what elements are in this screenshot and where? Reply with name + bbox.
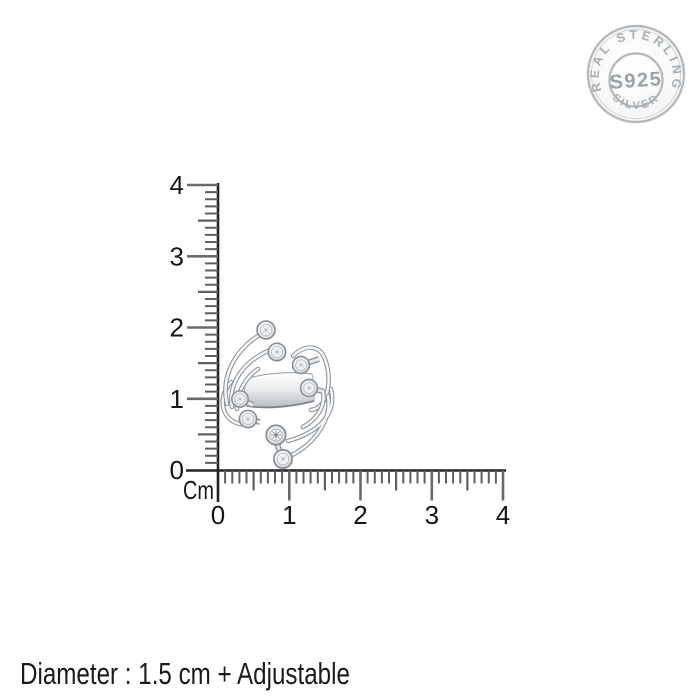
horizontal-ruler (186, 471, 510, 531)
ring-image (223, 321, 332, 468)
seal-bottom-text-path: SILVER (609, 91, 663, 113)
vertical-ruler (170, 170, 218, 505)
horizontal-ruler-label: 2 (353, 500, 368, 530)
horizontal-ruler-label: 4 (495, 500, 511, 530)
horizontal-ruler-label: 0 (210, 500, 226, 530)
gemstone-icon (301, 380, 318, 397)
gemstone-icon (274, 450, 292, 468)
vertical-ruler-label: 4 (169, 170, 184, 200)
vertical-ruler-label: 2 (169, 312, 184, 343)
ruler-unit-label: Cm (183, 475, 214, 505)
vertical-ruler-label: 3 (169, 241, 184, 272)
gemstone-icon (266, 425, 285, 444)
gemstone-icon (239, 410, 256, 427)
s925-silver-seal-icon (588, 26, 685, 122)
gemstone-icon (257, 321, 275, 339)
gemstone-icon (268, 343, 285, 360)
gemstone-icon (293, 357, 310, 374)
seal-center-text: S925 (608, 68, 664, 94)
horizontal-ruler-label: 3 (424, 500, 440, 530)
seal-top-text-path: REAL STERLING (587, 27, 685, 94)
product-caption: Diameter : 1.5 cm + Adjustable (20, 656, 350, 691)
vertical-ruler-label: 0 (169, 455, 184, 485)
horizontal-ruler-label: 1 (282, 500, 297, 530)
vertical-ruler-label: 1 (169, 383, 184, 414)
gemstone-icon (232, 391, 248, 407)
